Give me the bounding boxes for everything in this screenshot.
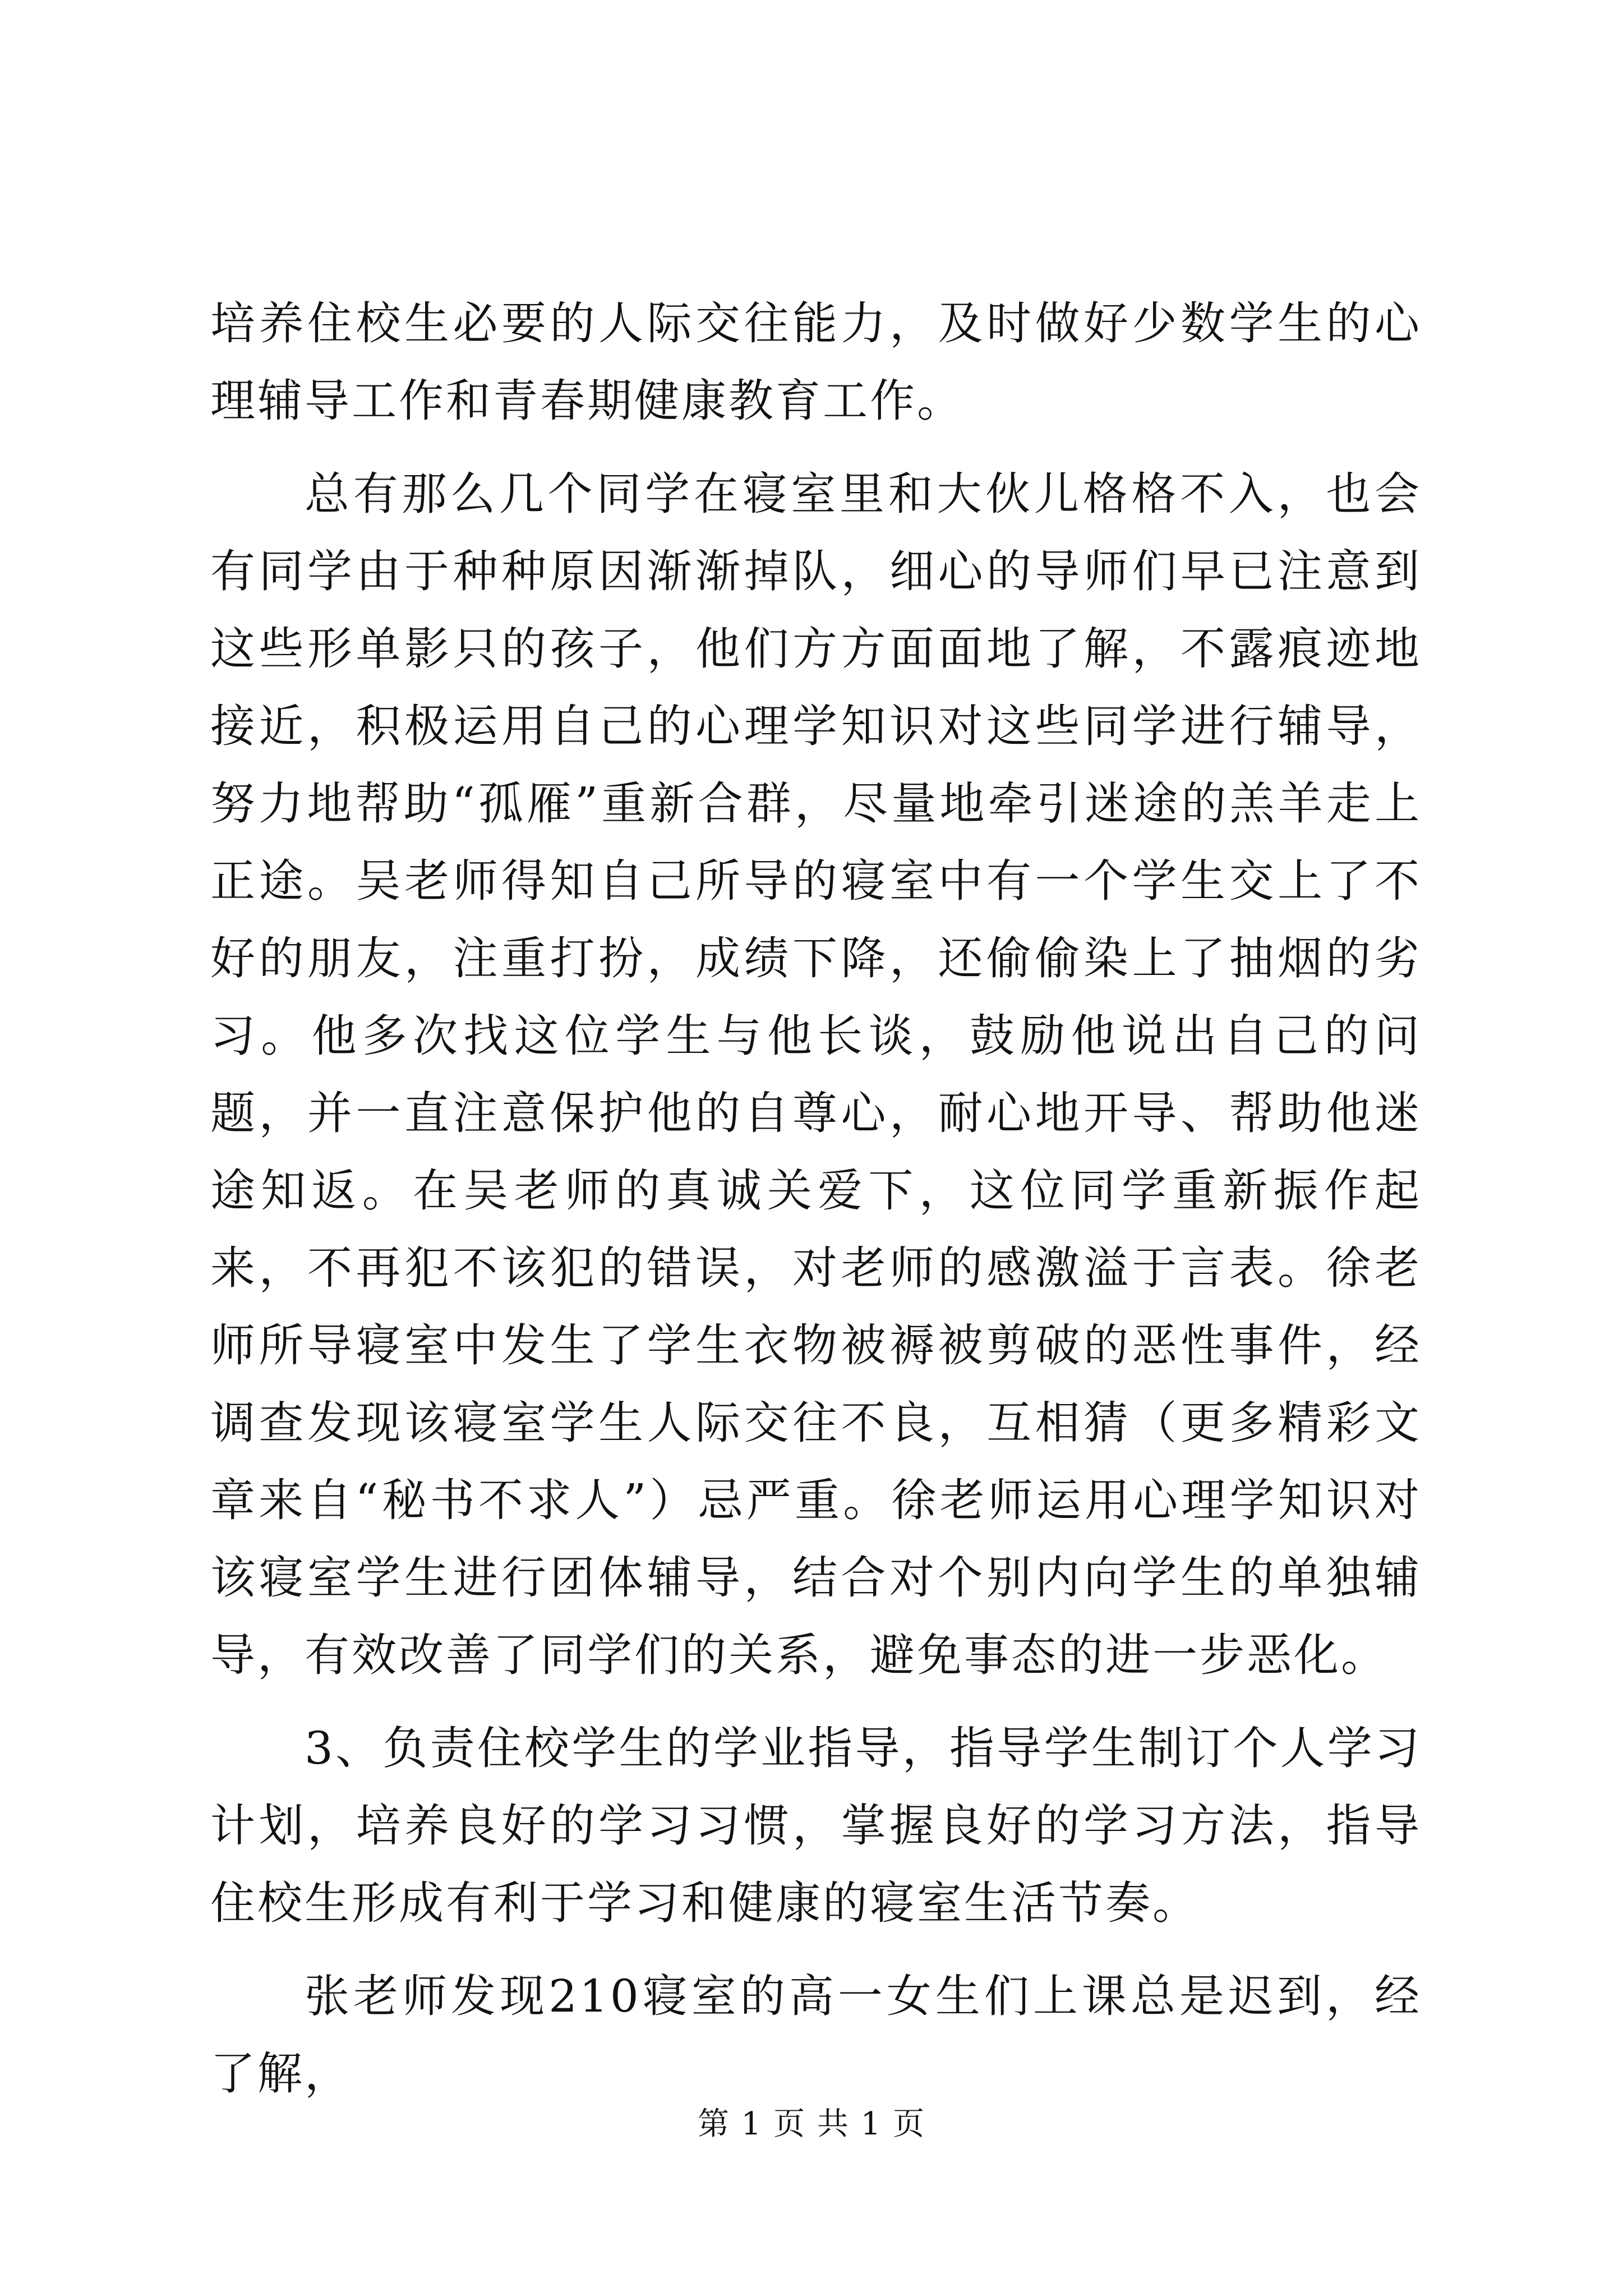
paragraph-dorm-210: 张老师发现210寝室的高一女生们上课总是迟到，经了解， — [210, 1970, 1422, 2100]
paragraph-continuation: 培养住校生必要的人际交往能力，及时做好少数学生的心理辅导工作和青春期健康教育工作。 — [210, 297, 1422, 427]
paragraph-counseling-cases: 总有那么几个同学在寝室里和大伙儿格格不入，也会有同学由于种种原因渐渐掉队，细心的导师们早已注意到这些形单影只的孩子，他们方方面面地了解，不露痕迹地接近，积极运用自己的心理学知识对这些同学进行辅导，努力地帮助“孤雁”重新合群，尽量地牵引迷途的羔羊走上正途。吴老师得知自己所导的寝室中有一个学生交上了不好的朋友，注重打扮，成绩下降，还偷偷染上了抽烟的劣习。他多次找这位学生与他长谈，鼓励他说出自己的问题，并一直注意保护他的自尊心，耐心地开导、帮助他迷途知返。在吴老师的真诚关爱下，这位同学重新振作起来，不再犯不该犯的错误，对老师的感激溢于言表。徐老师所导寝室中发生了学生衣物被褥被剪破的恶性事件，经调查发现该寝室学生人际交往不良，互相猜（更多精彩文章来自“秘书不求人”）忌严重。徐老师运用心理学知识对该寝室学生进行团体辅导，结合对个别内向学生的单独辅导，有效改善了同学们的关系，避免事态的进一步恶化。 — [210, 468, 1422, 1681]
paragraph-academic-guidance: 3、负责住校学生的学业指导，指导学生制订个人学习计划，培养良好的学习习惯，掌握良好的学习方法，指导住校生形成有利于学习和健康的寝室生活节奏。 — [210, 1722, 1422, 1929]
page-footer: 第 1 页 共 1 页 — [697, 2106, 926, 2142]
body-text — [210, 285, 1422, 2128]
